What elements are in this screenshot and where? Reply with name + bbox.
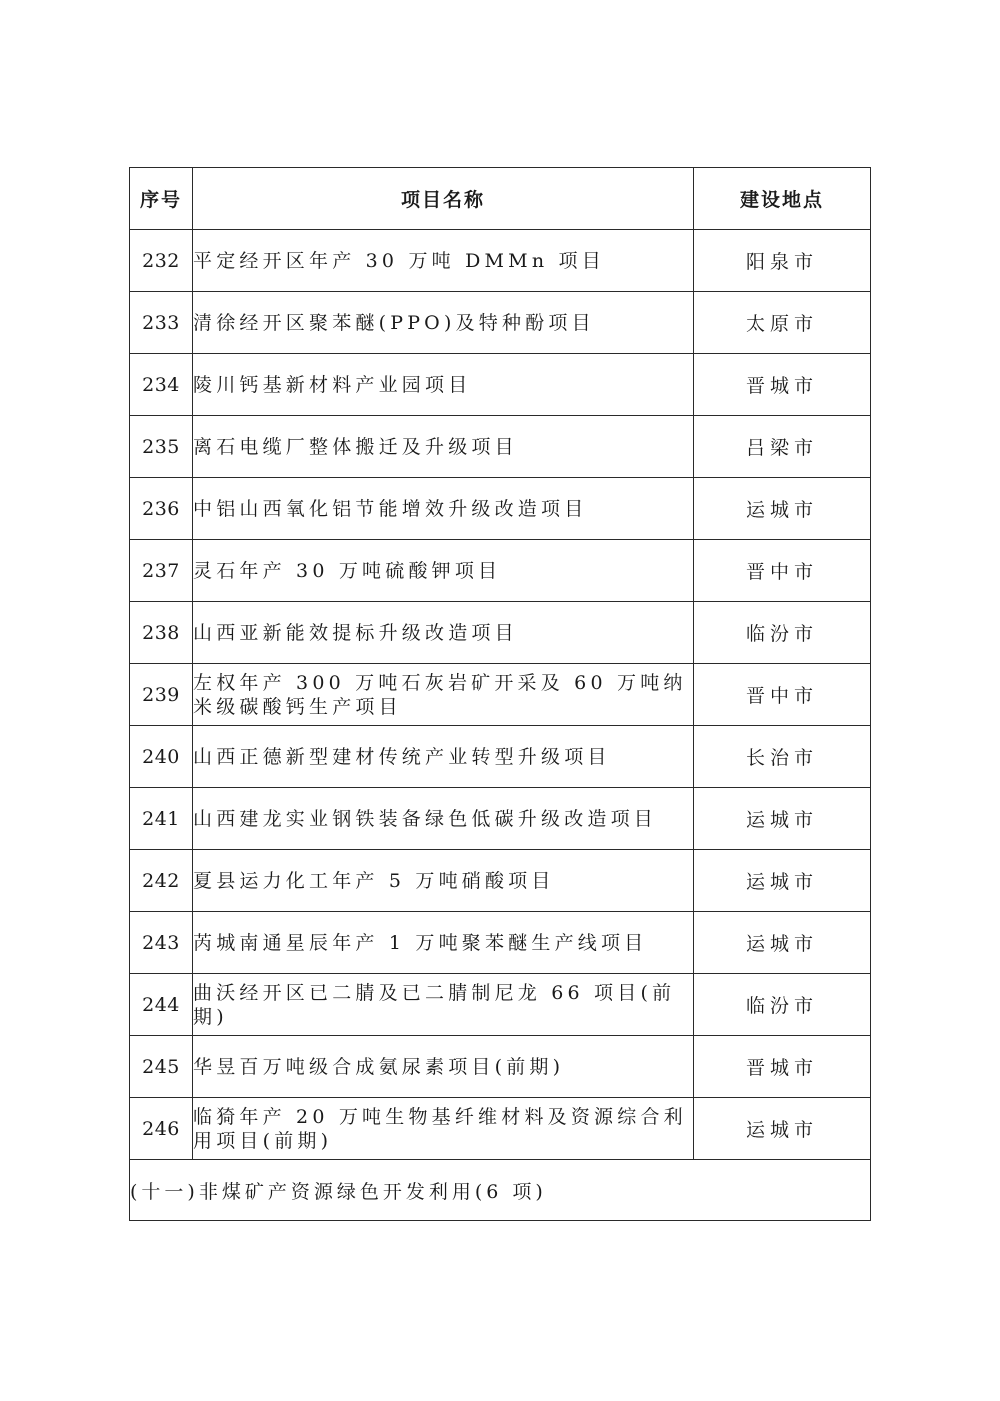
- table-row: [130, 416, 871, 478]
- row-project-name: 山西正德新型建材传统产业转型升级项目: [193, 726, 694, 788]
- row-project-name: 灵石年产 30 万吨硫酸钾项目: [193, 540, 694, 602]
- row-serial-number: 234: [130, 354, 193, 416]
- table-row: [130, 230, 871, 292]
- row-project-name: 山西建龙实业钢铁装备绿色低碳升级改造项目: [193, 788, 694, 850]
- row-project-name: 陵川钙基新材料产业园项目: [193, 354, 694, 416]
- row-serial-number: 233: [130, 292, 193, 354]
- table-row: [130, 1098, 871, 1160]
- table-header-row: [130, 168, 871, 230]
- row-project-name: 夏县运力化工年产 5 万吨硝酸项目: [193, 850, 694, 912]
- row-project-name: 中铝山西氧化铝节能增效升级改造项目: [193, 478, 694, 540]
- row-location: 晋中市: [694, 664, 871, 726]
- row-project-name: 平定经开区年产 30 万吨 DMMn 项目: [193, 230, 694, 292]
- section-row: [130, 1160, 871, 1221]
- header-location: 建设地点: [694, 168, 871, 230]
- row-location: 运城市: [694, 788, 871, 850]
- row-serial-number: 239: [130, 664, 193, 726]
- table-row: [130, 726, 871, 788]
- table-row: [130, 292, 871, 354]
- row-serial-number: 237: [130, 540, 193, 602]
- row-location: 运城市: [694, 850, 871, 912]
- row-project-name: 华昱百万吨级合成氨尿素项目(前期): [193, 1036, 694, 1098]
- row-project-name: 左权年产 300 万吨石灰岩矿开采及 60 万吨纳米级碳酸钙生产项目: [193, 664, 694, 726]
- row-location: 临汾市: [694, 974, 871, 1036]
- row-serial-number: 235: [130, 416, 193, 478]
- table-row: [130, 1036, 871, 1098]
- table-row: [130, 540, 871, 602]
- row-location: 晋城市: [694, 354, 871, 416]
- row-serial-number: 236: [130, 478, 193, 540]
- row-serial-number: 238: [130, 602, 193, 664]
- row-location: 临汾市: [694, 602, 871, 664]
- table-row: [130, 478, 871, 540]
- row-serial-number: 240: [130, 726, 193, 788]
- row-location: 长治市: [694, 726, 871, 788]
- project-table: [129, 167, 871, 1221]
- table-row: [130, 664, 871, 726]
- table-row: [130, 602, 871, 664]
- row-location: 阳泉市: [694, 230, 871, 292]
- row-location: 吕梁市: [694, 416, 871, 478]
- table-row: [130, 788, 871, 850]
- header-serial-number: 序号: [130, 168, 193, 230]
- header-project-name: 项目名称: [193, 168, 694, 230]
- row-project-name: 临猗年产 20 万吨生物基纤维材料及资源综合利用项目(前期): [193, 1098, 694, 1160]
- row-serial-number: 241: [130, 788, 193, 850]
- row-project-name: 山西亚新能效提标升级改造项目: [193, 602, 694, 664]
- table-row: [130, 850, 871, 912]
- row-serial-number: 232: [130, 230, 193, 292]
- row-location: 晋中市: [694, 540, 871, 602]
- row-project-name: 芮城南通星辰年产 1 万吨聚苯醚生产线项目: [193, 912, 694, 974]
- row-location: 晋城市: [694, 1036, 871, 1098]
- row-serial-number: 242: [130, 850, 193, 912]
- row-project-name: 离石电缆厂整体搬迁及升级项目: [193, 416, 694, 478]
- row-project-name: 清徐经开区聚苯醚(PPO)及特种酚项目: [193, 292, 694, 354]
- row-serial-number: 246: [130, 1098, 193, 1160]
- table-row: [130, 912, 871, 974]
- row-location: 运城市: [694, 1098, 871, 1160]
- section-title: (十一)非煤矿产资源绿色开发利用(6 项): [130, 1160, 871, 1221]
- row-serial-number: 244: [130, 974, 193, 1036]
- table-row: [130, 974, 871, 1036]
- row-serial-number: 245: [130, 1036, 193, 1098]
- row-serial-number: 243: [130, 912, 193, 974]
- row-project-name: 曲沃经开区已二腈及已二腈制尼龙 66 项目(前期): [193, 974, 694, 1036]
- row-location: 运城市: [694, 478, 871, 540]
- table-row: [130, 354, 871, 416]
- row-location: 运城市: [694, 912, 871, 974]
- row-location: 太原市: [694, 292, 871, 354]
